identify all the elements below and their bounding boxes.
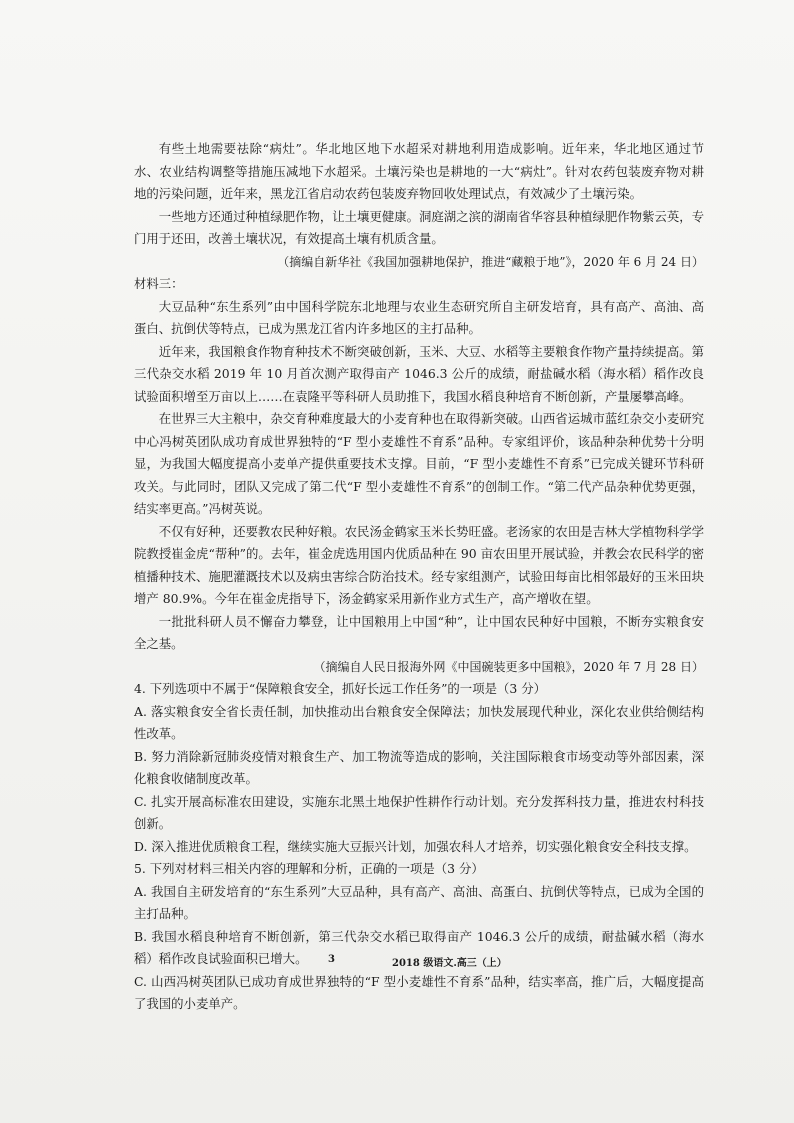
question-4-option-c: C. 扎实开展高标准农田建设，实施东北黑土地保护性耕作行动计划。充分发挥科技力量，推进农村科技创新。 — [134, 793, 704, 831]
question-5-stem: 5. 下列对材料三相关内容的理解和分析，正确的一项是（3 分） — [134, 861, 484, 876]
question-4-option-b: B. 努力消除新冠肺炎疫情对粮食生产、加工物流等造成的影响，关注国际粮食市场变动等外部因素，深化粮食收储制度改革。 — [134, 748, 704, 786]
question-5-option-b: B. 我国水稻良种培育不断创新，第三代杂交水稻已取得亩产 1046.3 公斤的成绩，耐盐碱水稻（海水稻）稻作改良试验面积已增大。 — [134, 928, 704, 966]
material-3-paragraph-1: 大豆品种“东生系列”由中国科学院东北地理与农业生态研究所自主研发培育，具有高产、高油、高蛋白、抗倒伏等特点，已成为黑龙江省内许多地区的主打品种。 — [134, 298, 704, 336]
question-4-option-a: A. 落实粮食安全省长责任制，加快推动出台粮食安全保障法；加快发展现代种业，深化农业供给侧结构性改革。 — [134, 703, 704, 741]
paragraph-1: 有些土地需要祛除“病灶”。华北地区地下水超采对耕地利用造成影响。近年来，华北地区通过节水、农业结构调整等措施压减地下水超采。土壤污染也是耕地的一大“病灶”。针对农药包装废弃物对耕地的污染问题，近年来，黑龙江省启动农药包装废弃物回收处理试点，有效减少了土壤污染。 — [134, 141, 704, 201]
material-3-paragraph-3: 在世界三大主粮中，杂交育种难度最大的小麦育种也在取得新突破。山西省运城市蓝红杂交小麦研究中心冯树英团队成功育成世界独特的“F 型小麦雄性不育系”品种。专家组评价，该品种杂种优势十分明显，为我国大幅度提高小麦单产提供重要技术支撑。目前，“F 型小麦雄性不育系”已完成关键环节科研攻关。与此同时，团队又完成了第二代“F 型小麦雄性不育系”的创制工作。“第二代产品杂种优势更强，结实率更高。”冯树英说。 — [134, 411, 704, 516]
paragraph-2: 一些地方还通过种植绿肥作物，让土壤更健康。洞庭湖之滨的湖南省华容县种植绿肥作物紫云英，专门用于还田，改善土壤状况，有效提高土壤有机质含量。 — [134, 208, 704, 246]
question-4-option-d: D. 深入推进优质粮食工程，继续实施大豆振兴计划，加强农科人才培养，切实强化粮食安全科技支撑。 — [134, 838, 697, 854]
material-3-paragraph-4: 不仅有好种，还要教农民种好粮。农民汤金鹤家玉米长势旺盛。老汤家的农田是吉林大学植物科学学院教授崔金虎“帮种”的。去年，崔金虎选用国内优质品种在 90 亩农田里开展试验，并教会农民科学的密植播种技术、施肥灌溉技术以及病虫害综合防治技术。经专家组测产，试验田每亩比相邻最好的玉米田块增产 80.9%。今年在崔金虎指导下，汤金鹤家采用新作业方式生产，高产增收在望。 — [134, 523, 704, 606]
question-4-stem: 4. 下列选项中不属于“保障粮食安全，抓好长远工作任务”的一项是（3 分） — [134, 681, 546, 696]
material-3-paragraph-5: 一批批科研人员不懈奋力攀登，让中国粮用上中国“种”，让中国农民种好中国粮，不断夯实粮食安全之基。 — [134, 613, 704, 651]
material-3-paragraph-2: 近年来，我国粮食作物育种技术不断突破创新，玉米、大豆、水稻等主要粮食作物产量持续提高。第三代杂交水稻 2019 年 10 月首次测产取得亩产 1046.3 公斤的成绩，耐盐碱水稻（海水稻）稻作改良试验面积增至万亩以上……在袁隆平等科研人员助推下，我国水稻良种培育不断创新，产量屡攀高峰。 — [134, 343, 704, 404]
footer-title: 2018 级语文.高三（上） — [392, 958, 507, 969]
source-citation-3: （摘编自人民日报海外网《中国碗装更多中国粮》，2020 年 7 月 28 日） — [313, 659, 704, 674]
page-number: 3 — [328, 954, 335, 965]
question-5-option-c: C. 山西冯树英团队已成功育成世界独特的“F 型小麦雄性不育系”品种，结实率高，推广后，大幅度提高了我国的小麦单产。 — [134, 973, 704, 1011]
question-5-option-a: A. 我国自主研发培育的“东生系列”大豆品种，具有高产、高油、高蛋白、抗倒伏等特点，已成为全国的主打品种。 — [134, 883, 704, 921]
page-footer — [0, 954, 794, 974]
source-citation-1: （摘编自新华社《我国加强耕地保护，推进“藏粮于地”》，2020 年 6 月 24 日） — [277, 254, 704, 269]
material-3-heading: 材料三： — [134, 276, 184, 291]
page-content — [134, 138, 704, 1016]
